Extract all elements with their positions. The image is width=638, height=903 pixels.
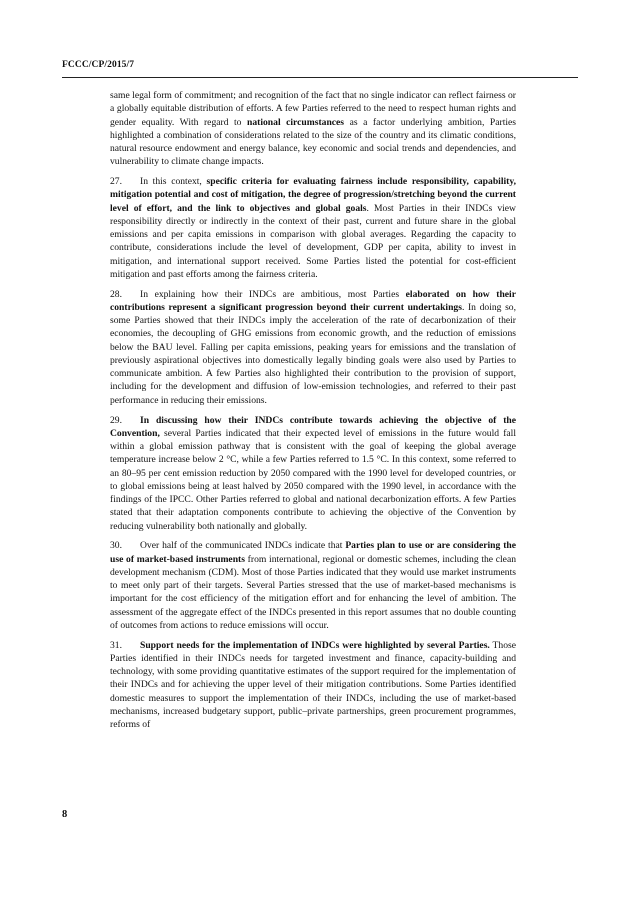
paragraph-emphasis: Support needs for the implementation of INDCs were highlighted by several Parties. (140, 639, 490, 651)
paragraph-text: Those Parties identified in their INDCs needs for targeted investment and finance, capacity-building and technology, with some providing quantitative estimates of the support required for the implementation of their INDCs and for achieving the upper level of their mitigation contributions. Some Parties identified domestic measures to support the implementation of their INDCs, including the use of market-based mechanisms, increased budgetary support, public–private partnerships, green procurement programmes, reforms of (110, 639, 516, 731)
header-divider (62, 77, 578, 78)
paragraph-emphasis: In discussing how their INDCs contribute towards achieving the objective of the Convention, (110, 414, 516, 439)
document-symbol: FCCC/CP/2015/7 (62, 60, 135, 70)
paragraph-text: from international, regional or domestic schemes, including the clean development mechanism (CDM). Most of those Parties indicated that they would use market instruments to meet only part of their targets. Several Parties stressed that the use of market-based mechanisms is important for the cost efficiency of the mitigation effort and for enhancing the level of ambition. The assessment of the aggregate effect of the INDCs presented in this report assumes that no double counting of outcomes from actions to reduce emissions will occur. (110, 553, 516, 631)
paragraph-text: In explaining how their INDCs are ambitious, most Parties (140, 288, 406, 300)
document-body (110, 89, 516, 738)
paragraph-text: several Parties indicated that their expected level of emissions in the future would fall within a global emission pathway that is consistent with the goal of keeping the global average temperature increase below 2 °C, while a few Parties referred to 1.5 °C. In this context, some referred to an 80–95 per cent emission reduction by 2050 compared with the 1990 level for developed countries, or to global emissions being at least halved by 2050 compared with the 1990 level, in accordance with the findings of the IPCC. Other Parties referred to global and national decarbonization efforts. A few Parties stated that their adaptation components contribute to achieving the objective of the Convention by reducing vulnerability both nationally and globally. (110, 427, 516, 532)
paragraph-27 (110, 175, 516, 281)
paragraph-number: 27. (110, 176, 122, 188)
paragraph-30 (110, 539, 516, 632)
paragraph-emphasis: specific criteria for evaluating fairness include responsibility, capability, mitigation potential and cost of mitigation, the degree of progression/stretching beyond the current level of effort, and the link to objectives and global goals (110, 176, 517, 214)
paragraph-emphasis: Parties plan to use or are considering the use of market-based instruments (110, 540, 516, 565)
paragraph-text: same legal form of commitment; and recognition of the fact that no single indicator can reflect fairness or a globally equitable distribution of efforts. A few Parties referred to the need to respect human rights and gender equality. With regard to (110, 90, 516, 128)
paragraph-text: . Most Parties in their INDCs view responsibility directly or indirectly in the context of their past, current and future share in the global emissions and per capita emissions in comparison with global averages. Regarding the capacity to contribute, considerations include the level of development, GDP per capita, ability to invest in mitigation, and international support received. Some Parties listed the potential for cost-efficient mitigation and past efforts among the fairness criteria. (110, 202, 516, 280)
paragraph-emphasis: elaborated on how their contributions represent a significant progression beyond their current undertakings (110, 288, 516, 313)
paragraph-number: 28. (110, 288, 122, 300)
paragraph-text: Over half of the communicated INDCs indicate that (140, 540, 346, 552)
paragraph-28 (110, 288, 516, 407)
paragraph-emphasis: national circumstances (247, 116, 345, 128)
page-number: 8 (62, 809, 68, 820)
paragraph-text: as a factor underlying ambition, Parties highlighted a combination of considerations related to the size of the country and its climatic conditions, natural resource endowment and energy balance, key economic and social trends and dependencies, and vulnerability to climate change impacts. (110, 116, 517, 168)
paragraph-number: 31. (110, 639, 122, 651)
paragraph-continuation (110, 89, 516, 169)
paragraph-number: 30. (110, 540, 122, 552)
paragraph-31 (110, 639, 516, 732)
paragraph-29 (110, 414, 516, 533)
paragraph-number: 29. (110, 414, 122, 426)
paragraph-text: . In doing so, some Parties showed that their INDCs imply the acceleration of the rate of decarbonization of their economies, the decoupling of GHG emissions from economic growth, and the reduction of emissions below the BAU level. Falling per capita emissions, peaking years for emissions and the translation of previously aspirational objectives into domestically legally binding goals were also used by Parties to communicate ambition. A few Parties also highlighted their contribution to the provision of support, including for the development and diffusion of low-emission technologies, and referred to their past performance in reducing their emissions. (110, 301, 516, 406)
paragraph-text: In this context, (140, 176, 207, 188)
